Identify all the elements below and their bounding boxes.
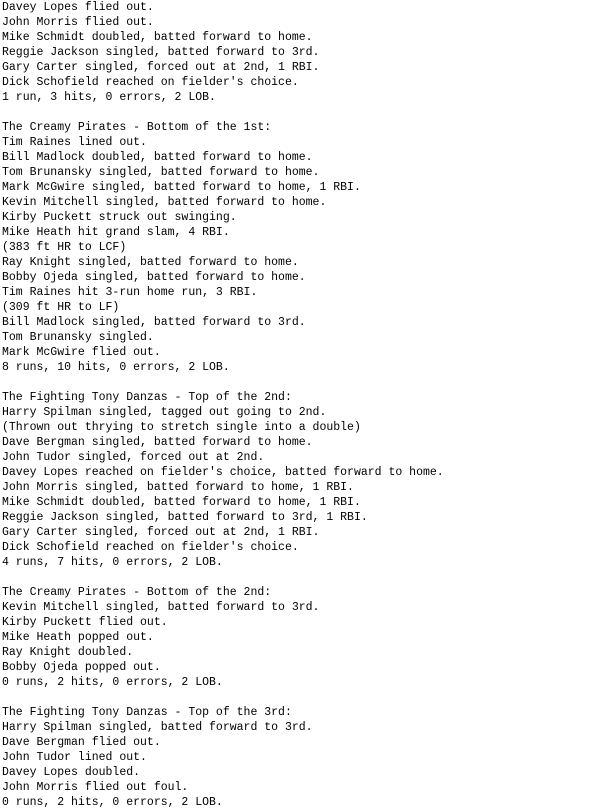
log-line: Davey Lopes flied out. <box>2 1 154 14</box>
log-line: Tim Raines hit 3-run home run, 3 RBI. <box>2 286 258 299</box>
inning-summary: 0 runs, 2 hits, 0 errors, 2 LOB. <box>2 796 223 809</box>
log-line: Bill Madlock singled, batted forward to 3rd. <box>2 316 306 329</box>
blank-line <box>2 690 607 705</box>
blank-line <box>2 105 607 120</box>
log-line: John Morris singled, batted forward to home, 1 RBI. <box>2 481 354 494</box>
log-line: Harry Spilman singled, batted forward to 3rd. <box>2 721 313 734</box>
inning-summary: 0 runs, 2 hits, 0 errors, 2 LOB. <box>2 676 223 689</box>
log-line: Gary Carter singled, forced out at 2nd, 1 RBI. <box>2 526 320 539</box>
log-line: Kevin Mitchell singled, batted forward to 3rd. <box>2 601 320 614</box>
log-line: John Morris flied out foul. <box>2 781 189 794</box>
blank-line <box>2 375 607 390</box>
log-line: Davey Lopes reached on fielder's choice, batted forward to home. <box>2 466 444 479</box>
log-line: (383 ft HR to LCF) <box>2 241 127 254</box>
inning-summary: 4 runs, 7 hits, 0 errors, 2 LOB. <box>2 556 223 569</box>
inning-header: The Fighting Tony Danzas - Top of the 2nd: <box>2 391 292 404</box>
log-line: John Tudor singled, forced out at 2nd. <box>2 451 265 464</box>
log-line: Davey Lopes doubled. <box>2 766 141 779</box>
log-line: Mike Schmidt doubled, batted forward to home, 1 RBI. <box>2 496 361 509</box>
log-line: (Thrown out thrying to stretch single into a double) <box>2 421 361 434</box>
log-line: Tom Brunansky singled, batted forward to home. <box>2 166 320 179</box>
log-line: Mark McGwire singled, batted forward to home, 1 RBI. <box>2 181 361 194</box>
log-line: Kirby Puckett flied out. <box>2 616 168 629</box>
log-line: Dick Schofield reached on fielder's choice. <box>2 76 299 89</box>
log-line: Tom Brunansky singled. <box>2 331 154 344</box>
log-line: Mark McGwire flied out. <box>2 346 161 359</box>
log-line: Kevin Mitchell singled, batted forward to home. <box>2 196 327 209</box>
log-line: John Morris flied out. <box>2 16 154 29</box>
log-line: Dave Bergman flied out. <box>2 736 161 749</box>
log-line: Mike Heath hit grand slam, 4 RBI. <box>2 226 230 239</box>
log-line: Ray Knight doubled. <box>2 646 134 659</box>
log-line: Gary Carter singled, forced out at 2nd, 1 RBI. <box>2 61 320 74</box>
inning-header: The Creamy Pirates - Bottom of the 2nd: <box>2 586 272 599</box>
log-line: Dick Schofield reached on fielder's choice. <box>2 541 299 554</box>
log-line: (309 ft HR to LF) <box>2 301 120 314</box>
log-line: John Tudor lined out. <box>2 751 147 764</box>
log-line: Ray Knight singled, batted forward to home. <box>2 256 299 269</box>
blank-line <box>2 570 607 585</box>
inning-header: The Fighting Tony Danzas - Top of the 3rd: <box>2 706 292 719</box>
log-line: Bobby Ojeda singled, batted forward to home. <box>2 271 306 284</box>
log-line: Bill Madlock doubled, batted forward to home. <box>2 151 313 164</box>
log-line: Harry Spilman singled, tagged out going to 2nd. <box>2 406 327 419</box>
inning-summary: 8 runs, 10 hits, 0 errors, 2 LOB. <box>2 361 230 374</box>
log-line: Mike Heath popped out. <box>2 631 154 644</box>
log-line: Reggie Jackson singled, batted forward to 3rd, 1 RBI. <box>2 511 368 524</box>
log-line: Kirby Puckett struck out swinging. <box>2 211 237 224</box>
log-line: Bobby Ojeda popped out. <box>2 661 161 674</box>
play-by-play-log <box>2 0 607 810</box>
log-line: Dave Bergman singled, batted forward to home. <box>2 436 313 449</box>
inning-header: The Creamy Pirates - Bottom of the 1st: <box>2 121 272 134</box>
log-line: Reggie Jackson singled, batted forward to 3rd. <box>2 46 320 59</box>
inning-summary: 1 run, 3 hits, 0 errors, 2 LOB. <box>2 91 216 104</box>
log-line: Mike Schmidt doubled, batted forward to home. <box>2 31 313 44</box>
log-line: Tim Raines lined out. <box>2 136 147 149</box>
